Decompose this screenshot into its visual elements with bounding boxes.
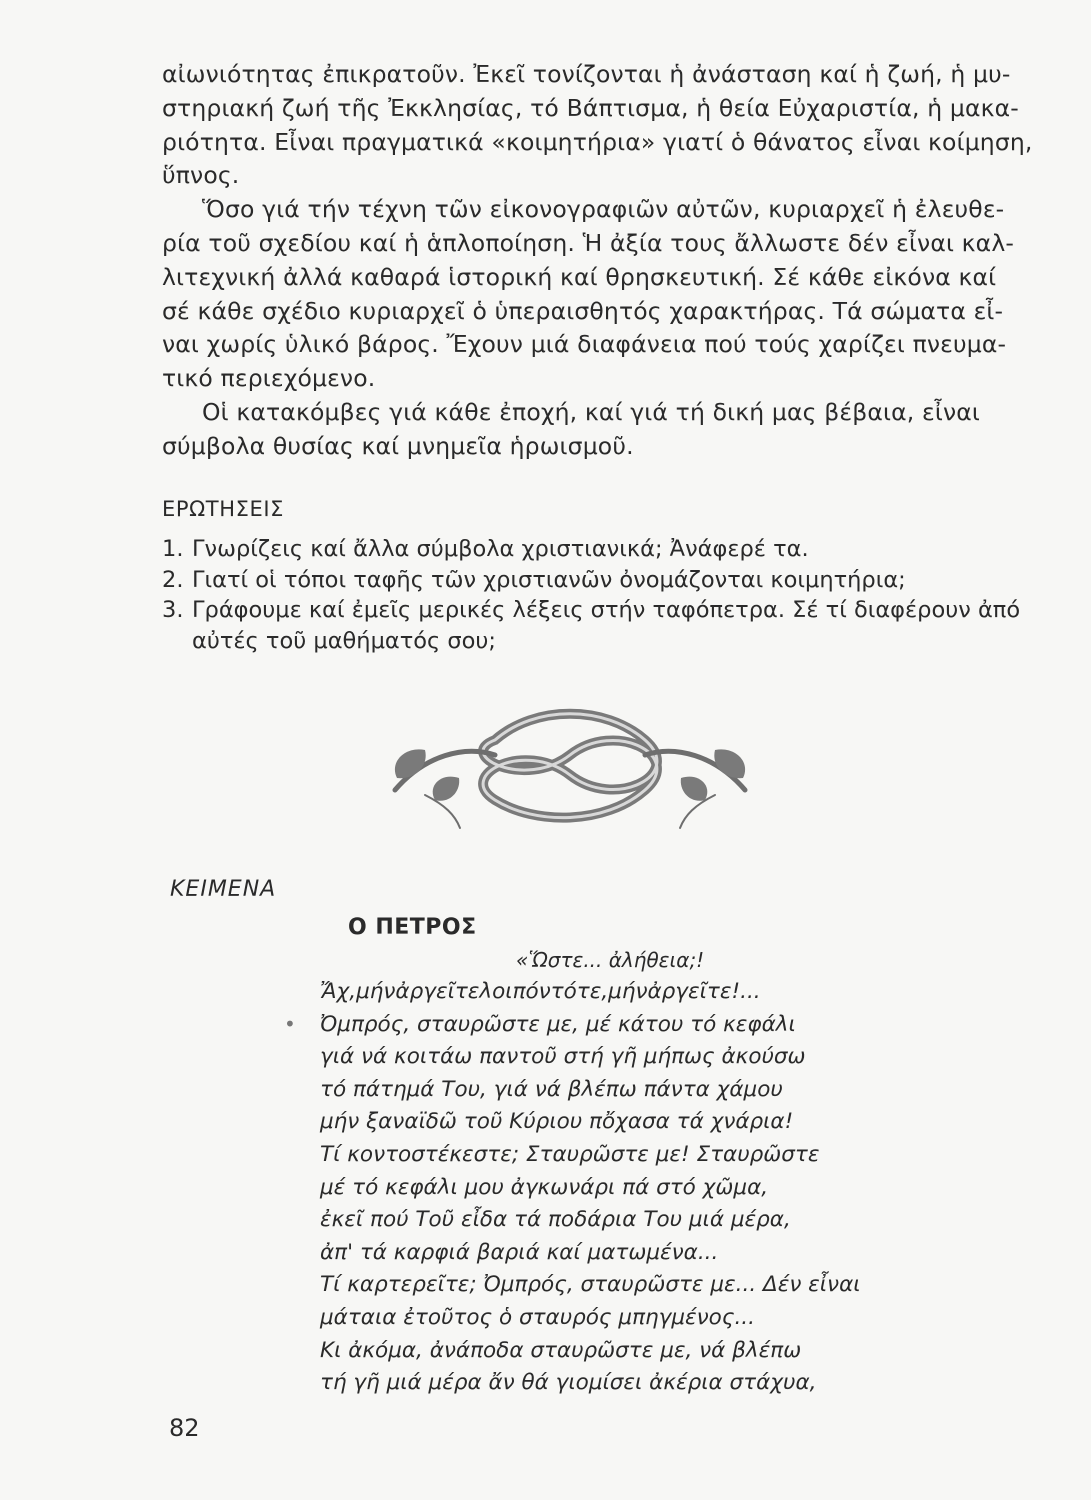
- question-number: 1.: [162, 536, 184, 562]
- paragraph-3: [162, 396, 1032, 464]
- question-text: αὐτές τοῦ μαθήματός σου;: [192, 627, 497, 654]
- poem-line: Τί καρτερεῖτε; Ὀμπρός, σταυρῶστε με... Δέν εἶναι: [320, 1272, 861, 1298]
- text-line: Ὅσο γιά τήν τέχνη τῶν εἰκονογραφιῶν αὐτῶν, κυριαρχεῖ ἡ ἐλευθε-: [202, 195, 1005, 224]
- poem-line: ἀπ' τά καρφιά βαριά καί ματωμένα...: [320, 1239, 719, 1265]
- section-label: ΚΕΙΜΕΝΑ: [170, 877, 277, 902]
- poem-line: ἐκεῖ πού Τοῦ εἶδα τά ποδάρια Του μιά μέρα,: [320, 1207, 791, 1233]
- questions-heading: ΕΡΩΤΗΣΕΙΣ: [162, 497, 284, 521]
- question-text: Γράφουμε καί ἐμεῖς μερικές λέξεις στήν ταφόπετρα. Σέ τί διαφέρουν ἀπό: [192, 597, 1021, 623]
- poem-epigraph: «Ὥστε... ἀλήθεια;!: [516, 948, 705, 972]
- poem-line: Τί κοντοστέκεστε; Σταυρῶστε με! Σταυρῶστε: [320, 1141, 820, 1167]
- question-number: 2.: [162, 566, 184, 593]
- paragraph-2: [162, 193, 1032, 396]
- question-text: Γιατί οἱ τόποι ταφῆς τῶν χριστιανῶν ὀνομάζονται κοιμητήρια;: [192, 566, 906, 593]
- poem-line: Κι ἀκόμα, ἀνάποδα σταυρῶστε με, νά βλέπω: [320, 1337, 802, 1363]
- body-text: [162, 58, 1032, 464]
- text-line: τικό περιεχόμενο.: [162, 364, 376, 393]
- question-number: 3.: [162, 597, 184, 623]
- question-item: [162, 565, 1032, 596]
- poem-line: μάταια ἐτοῦτος ὁ σταυρός μπηγμένος...: [320, 1304, 755, 1330]
- text-line: σέ κάθε σχέδιο κυριαρχεῖ ὁ ὑπεραισθητός χαρακτήρας. Τά σώματα εἶ-: [162, 296, 1004, 325]
- poem-line: τό πάτημά Του, γιά νά βλέπω πάντα χάμου: [320, 1076, 783, 1102]
- text-line: λιτεχνική ἀλλά καθαρά ἱστορική καί θρησκευτική. Σέ κάθε εἰκόνα καί: [162, 262, 997, 291]
- text-line: ρία τοῦ σχεδίου καί ἡ ἁπλοποίηση. Ἡ ἀξία τους ἄλλωστε δέν εἶναι καλ-: [162, 228, 1015, 257]
- text-line: αἰωνιότητας ἐπικρατοῦν. Ἐκεῖ τονίζονται ἡ ἀνάσταση καί ἡ ζωή, ἡ μυ-: [162, 60, 1011, 88]
- text-line: ὕπνος.: [162, 161, 240, 190]
- questions-list: [162, 534, 1032, 656]
- text-line: σύμβολα θυσίας καί μνημεῖα ἡρωισμοῦ.: [162, 431, 634, 460]
- poem-line: τή γῆ μιά μέρα ἄν θά γιομίσει ἀκέρια στάχυα,: [320, 1370, 817, 1396]
- poem-line: μέ τό κεφάλι μου ἀγκωνάρι πά στό χῶμα,: [320, 1174, 769, 1200]
- interlace-ornament-icon: [385, 700, 755, 830]
- paragraph-1: [162, 58, 1032, 193]
- question-item: [162, 534, 1032, 565]
- text-line: ριότητα. Εἶναι πραγματικά «κοιμητήρια» γιατί ὁ θάνατος εἶναι κοίμηση,: [162, 127, 1033, 156]
- poem-body: [320, 976, 1020, 1400]
- poem-line: Ἄχ,μήνἀργεῖτελοιπόντότε,μήνἀργεῖτε!...: [320, 979, 761, 1004]
- text-line: Οἱ κατακόμβες γιά κάθε ἐποχή, καί γιά τή δική μας βέβαια, εἶναι: [202, 397, 980, 426]
- poem-title: Ο ΠΕΤΡΟΣ: [348, 915, 477, 940]
- poem-line: μήν ξαναϊδῶ τοῦ Κύριου πὄχασα τά χνάρια!: [320, 1109, 794, 1135]
- text-line: στηριακή ζωή τῆς Ἐκκλησίας, τό Βάπτισμα, ἡ θεία Εὐχαριστία, ἡ μακα-: [162, 93, 1019, 122]
- question-text: Γνωρίζεις καί ἄλλα σύμβολα χριστιανικά; Ἀνάφερέ τα.: [192, 536, 809, 562]
- text-line: ναι χωρίς ὑλικό βάρος. Ἔχουν μιά διαφάνεια πού τούς χαρίζει πνευμα-: [162, 330, 1007, 359]
- page-number: 82: [169, 1414, 200, 1442]
- question-item: [162, 595, 1032, 656]
- margin-dot: •: [284, 1012, 296, 1036]
- poem-line: Ὀμπρός, σταυρῶστε με, μέ κάτου τό κεφάλι: [320, 1011, 796, 1037]
- poem-line: γιά νά κοιτάω παντοῦ στή γῆ μήπως ἀκούσω: [320, 1044, 806, 1070]
